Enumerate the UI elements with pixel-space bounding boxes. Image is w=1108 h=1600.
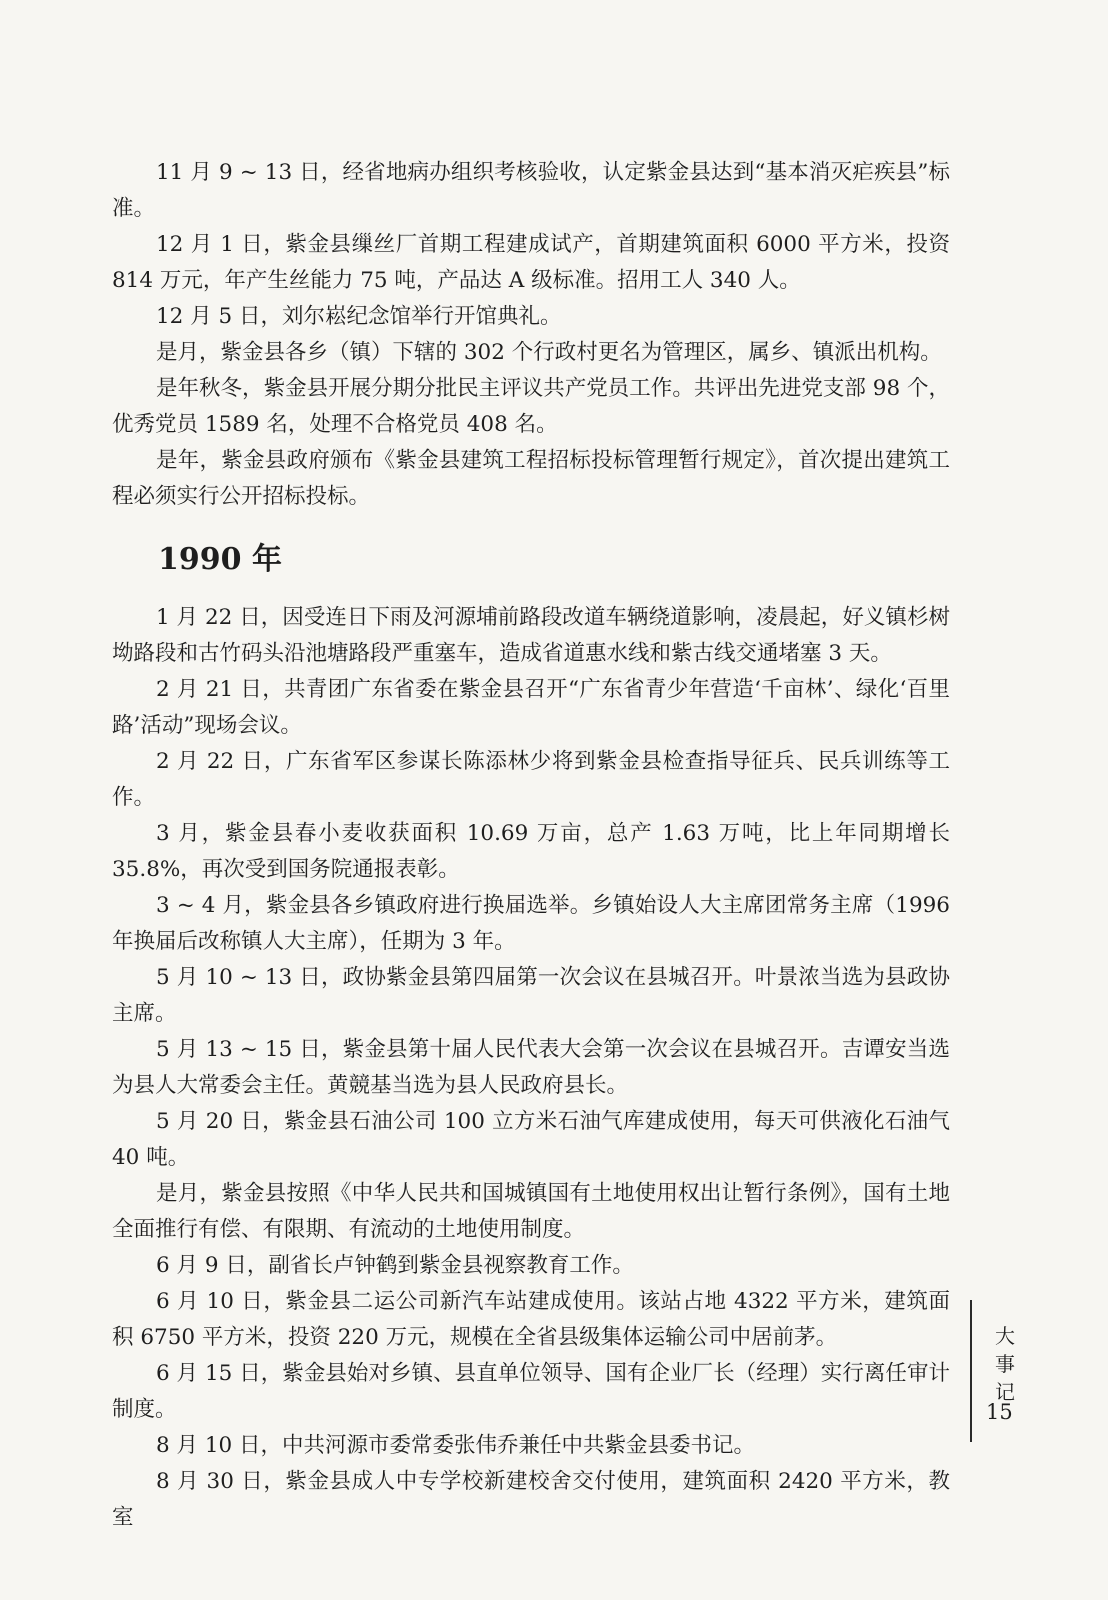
entry-paragraph: 3 月，紫金县春小麦收获面积 10.69 万亩，总产 1.63 万吨，比上年同期增长35.8%，再次受到国务院通报表彰。 xyxy=(112,821,950,882)
entry-paragraph: 6 月 9 日，副省长卢钟鹤到紫金县视察教育工作。 xyxy=(156,1253,634,1278)
entries-1990 xyxy=(112,600,950,1536)
entry-paragraph: 11 月 9 ~ 13 日，经省地病办组织考核验收，认定紫金县达到“基本消灭疟疾县”标准。 xyxy=(112,160,950,221)
year-heading: 1990 年 xyxy=(158,542,282,577)
entry-paragraph: 5 月 10 ~ 13 日，政协紫金县第四届第一次会议在县城召开。叶景浓当选为县政协主席。 xyxy=(112,965,950,1026)
entry-paragraph: 12 月 5 日，刘尔崧纪念馆举行开馆典礼。 xyxy=(156,304,562,329)
side-divider xyxy=(970,1300,972,1442)
entry-paragraph: 1 月 22 日，因受连日下雨及河源埔前路段改道车辆绕道影响，凌晨起，好义镇杉树坳路段和古竹码头沿池塘路段严重塞车，造成省道惠水线和紫古线交通堵塞 3 天。 xyxy=(112,605,950,666)
entry-paragraph: 12 月 1 日，紫金县缫丝厂首期工程建成试产，首期建筑面积 6000 平方米，投资 814 万元，年产生丝能力 75 吨，产品达 A 级标准。招用工人 340 人。 xyxy=(112,232,950,293)
entry-paragraph: 是月，紫金县按照《中华人民共和国城镇国有土地使用权出让暂行条例》，国有土地全面推行有偿、有限期、有流动的土地使用制度。 xyxy=(112,1181,950,1242)
section-tab-char: 事 xyxy=(995,1352,1015,1376)
entry-paragraph: 2 月 22 日，广东省军区参谋长陈添林少将到紫金县检查指导征兵、民兵训练等工作。 xyxy=(112,749,950,810)
entry-paragraph: 3 ~ 4 月，紫金县各乡镇政府进行换届选举。乡镇始设人大主席团常务主席（1996 年换届后改称镇人大主席），任期为 3 年。 xyxy=(112,893,950,954)
entry-paragraph: 8 月 30 日，紫金县成人中专学校新建校舍交付使用，建筑面积 2420 平方米，教室 xyxy=(112,1469,950,1530)
entry-paragraph: 5 月 20 日，紫金县石油公司 100 立方米石油气库建成使用，每天可供液化石油气 40 吨。 xyxy=(112,1109,950,1170)
entry-paragraph: 6 月 15 日，紫金县始对乡镇、县直单位领导、国有企业厂长（经理）实行离任审计制度。 xyxy=(112,1361,950,1422)
entry-paragraph: 8 月 10 日，中共河源市委常委张伟乔兼任中共紫金县委书记。 xyxy=(156,1433,756,1458)
entry-paragraph: 2 月 21 日，共青团广东省委在紫金县召开“广东省青少年营造‘千亩林’、绿化‘百里路’活动”现场会议。 xyxy=(112,677,950,738)
section-tab xyxy=(990,1322,1020,1406)
top-entries xyxy=(112,155,950,515)
entry-paragraph: 6 月 10 日，紫金县二运公司新汽车站建成使用。该站占地 4322 平方米，建筑面积 6750 平方米，投资 220 万元，规模在全省县级集体运输公司中居前茅。 xyxy=(112,1289,950,1350)
section-tab-char: 记 xyxy=(995,1380,1015,1404)
entry-paragraph: 5 月 13 ~ 15 日，紫金县第十届人民代表大会第一次会议在县城召开。吉谭安当选为县人大常委会主任。黄競基当选为县人民政府县长。 xyxy=(112,1037,950,1098)
entry-paragraph: 是月，紫金县各乡（镇）下辖的 302 个行政村更名为管理区，属乡、镇派出机构。 xyxy=(156,340,942,365)
section-tab-char: 大 xyxy=(995,1324,1015,1348)
entry-paragraph: 是年秋冬，紫金县开展分期分批民主评议共产党员工作。共评出先进党支部 98 个，优秀党员 1589 名，处理不合格党员 408 名。 xyxy=(112,376,950,437)
entry-paragraph: 是年，紫金县政府颁布《紫金县建筑工程招标投标管理暂行规定》，首次提出建筑工程必须实行公开招标投标。 xyxy=(112,448,950,509)
page-number: 15 xyxy=(986,1400,1013,1424)
